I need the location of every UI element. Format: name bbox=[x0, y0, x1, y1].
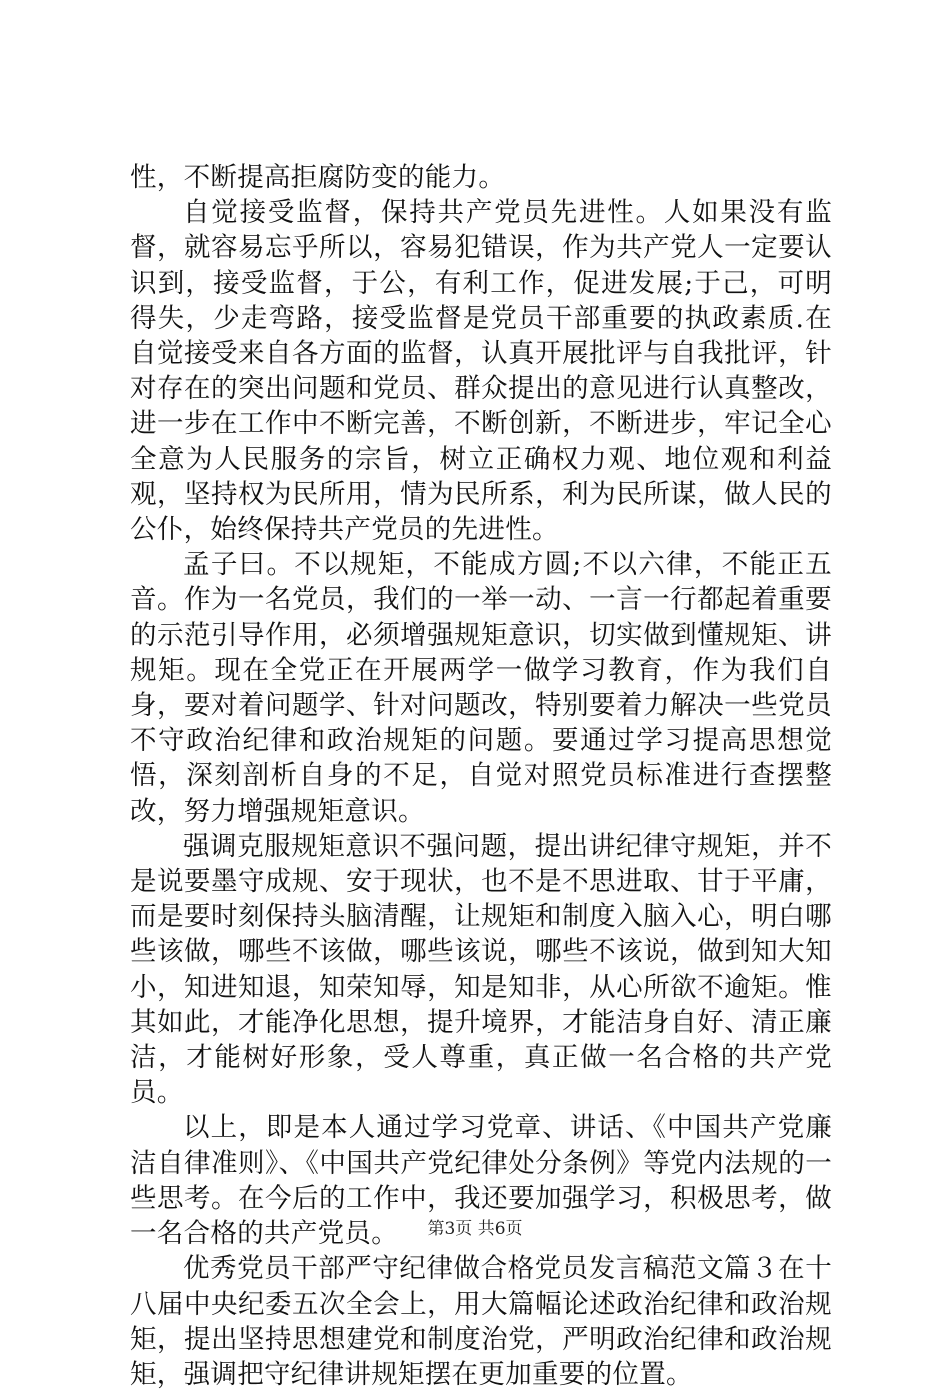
paragraph-4: 强调克服规矩意识不强问题，提出讲纪律守规矩，并不是说要墨守成规、安于现状，也不是不思进取、甘于平庸，而是要时刻保持头脑清醒，让规矩和制度入脑入心，明白哪些该做，哪些不该做，哪些该说，哪些不该说，做到知大知小，知进知退，知荣知辱，知是知非，从心所欲不逾矩。惟其如此，才能净化思想，提升境界，才能洁身自好、清正廉洁，才能树好形象，受人尊重，真正做一名合格的共产党员。 bbox=[130, 830, 832, 1109]
paragraph-2: 自觉接受监督，保持共产党员先进性。人如果没有监督，就容易忘乎所以，容易犯错误，作为共产党人一定要认识到，接受监督，于公，有利工作，促进发展;于己，可明得失，少走弯路，接受监督是党员干部重要的执政素质.在自觉接受来自各方面的监督，认真开展批评与自我批评，针对存在的突出问题和党员、群众提出的意见进行认真整改，进一步在工作中不断完善，不断创新，不断进步，牢记全心全意为人民服务的宗旨，树立正确权力观、地位观和利益观，坚持权为民所用，情为民所系，利为民所谋，做人民的公仆，始终保持共产党员的先进性。 bbox=[130, 197, 832, 546]
paragraph-6: 优秀党员干部严守纪律做合格党员发言稿范文篇３在十八届中央纪委五次全会上，用大篇幅论述政治纪律和政治规矩，提出坚持思想建党和制度治党，严明政治纪律和政治规矩，强调把守纪律讲规矩摆在更加重要的位置。 bbox=[130, 1253, 832, 1390]
paragraph-1: 性，不断提高拒腐防变的能力。 bbox=[130, 162, 506, 193]
page-number-footer: 第3页 共6页 bbox=[427, 1219, 523, 1239]
paragraph-3: 孟子曰。不以规矩，不能成方圆;不以六律，不能正五音。作为一名党员，我们的一举一动、一言一行都起着重要的示范引导作用，必须增强规矩意识，切实做到懂规矩、讲规矩。现在全党正在开展两学一做学习教育，作为我们自身，要对着问题学、针对问题改，特别要着力解决一些党员不守政治纪律和政治规矩的问题。要通过学习提高思想觉悟，深刻剖析自身的不足，自觉对照党员标准进行查摆整改，努力增强规矩意识。 bbox=[130, 549, 832, 827]
document-body bbox=[130, 160, 832, 1392]
paragraph-5: 以上，即是本人通过学习党章、讲话、《中国共产党廉洁自律准则》、《中国共产党纪律处分条例》等党内法规的一些思考。在今后的工作中，我还要加强学习，积极思考，做一名合格的共产党员。 bbox=[130, 1112, 832, 1250]
